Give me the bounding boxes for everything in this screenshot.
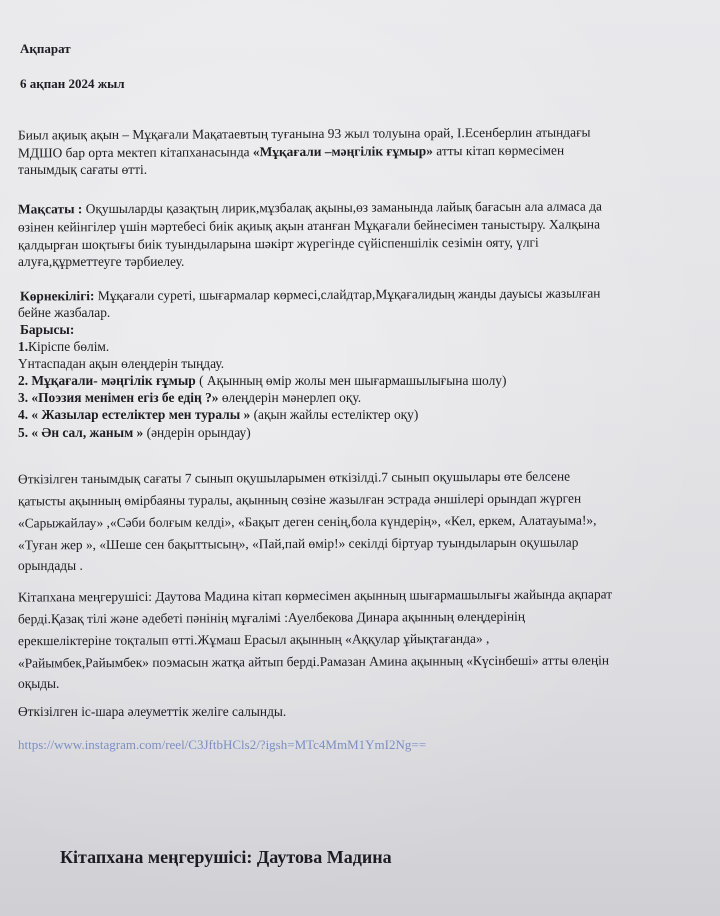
body1-line-3: «Сарыжайлау» ,«Сәби болғым келді», «Бақыт деген сенің,бола күндерің», «Кел, еркем, Алатауыма!»,: [17, 512, 597, 531]
body2-line-4: «Райымбек,Райымбек» поэмасын жатқа айтып берді.Рамазан Амина ақынның «Күсінбеші» атты өлеңін: [17, 652, 610, 671]
process-item-5: [18, 425, 251, 441]
process-item-2-desc: ( Ақынның өмір жолы мен шығармашылығына шолу): [195, 373, 507, 388]
intro-line-2: [18, 143, 564, 162]
body1-line-2: қатысты ақынның өмірбаяны туралы, ақынның сөзіне жазылған эстрада әншілері орындап жүрген: [17, 490, 582, 509]
body2-line-3: ерекшеліктеріне тоқталып өтті.Жұмаш Ерасыл ақынның «Аққулар ұйықтағанда» ,: [17, 630, 490, 649]
process-item-5-title: 5. « Ән сал, жаным »: [18, 425, 144, 440]
process-label: Барысы:: [20, 322, 75, 337]
visual-line-1: [20, 285, 601, 304]
intro-text-1a: Биыл ақиық ақын – Мұқағали Мақатаевтың туғанына 93 жыл толуына орай, І.Есенберлин атындағы: [17, 124, 591, 143]
process-item-3-title: 3. «Поэзия менімен егіз бе едің ?»: [18, 390, 219, 405]
process-item-1: [18, 339, 109, 355]
process-item-4: [18, 407, 418, 423]
goal-text-1: Оқушыларды қазақтың лирик,мұзбалақ ақыны,өз заманында лайық бағасын ала алмаса да: [82, 198, 602, 217]
visual-text-1: Мұқағали суреті, шығармалар көрмесі,слайдтар,Мұқағалидың жанды дауысы жазылған: [94, 285, 601, 304]
intro-text-2c: атты кітап көрмесімен: [432, 142, 565, 159]
process-item-4-desc: (ақын жайлы естеліктер оқу): [250, 407, 419, 422]
goal-label: Мақсаты :: [17, 201, 83, 217]
document-title: Ақпарат: [20, 41, 71, 56]
exhibition-title: «Мұқағали –мәңгілік ғұмыр»: [252, 143, 433, 160]
goal-line-1: [18, 198, 602, 217]
goal-line-2: өзінен кейінгілер үшін мәртебесі биік ақиық ақын атанған Мұқағали бейнесімен таныстыру. Халқына: [17, 216, 601, 235]
process-item-4-title: 4. « Жазылар естеліктер мен туралы »: [18, 407, 251, 422]
process-item-1-num: 1.: [18, 339, 29, 354]
goal-line-3: қалдырған шоқтығы биік туындыларына шәкірт жүрегінде сүйіспеншілік сезімін ояту, үлгі: [17, 234, 539, 253]
body2-line-2: берді.Қазақ тілі және әдебеті пәнінің мұғалімі :Ауелбекова Динара ақынның өлеңдерінің: [17, 608, 526, 627]
intro-text-3a: танымдық сағаты өтті.: [18, 162, 148, 177]
instagram-link[interactable]: https://www.instagram.com/reel/C3JftbHCls2/?igsh=MTc4MmM1YmI2Ng==: [18, 737, 427, 752]
body2-line-5: оқыды.: [18, 676, 60, 691]
process-item-1-text: Кіріспе бөлім.: [28, 339, 110, 354]
document-date: 6 ақпан 2024 жыл: [20, 76, 125, 91]
visual-line-2: бейне жазбалар.: [18, 305, 111, 320]
process-item-1b: Үнтаспадан ақын өлеңдерін тыңдау.: [18, 356, 225, 371]
social-note: Өткізілген іс-шара әлеуметтік желіге салынды.: [18, 704, 287, 719]
process-item-2: [18, 373, 506, 389]
process-item-2-title: 2. Мұқағали- мәңгілік ғұмыр: [18, 373, 196, 388]
intro-text-2a: МДШО бар орта мектеп кітапханасында: [17, 144, 253, 161]
goal-line-4: алуға,құрметтеуге тәрбиелеу.: [18, 254, 185, 269]
process-item-3: [18, 390, 361, 406]
intro-line-3: [18, 162, 147, 178]
body1-line-1: Өткізілген танымдық сағаты 7 сынып оқушыларымен өткізілді.7 сынып оқушылары өте белсене: [17, 468, 571, 487]
intro-line-1: [18, 125, 591, 144]
signature: Кітапхана меңгерушісі: Даутова Мадина: [60, 847, 392, 867]
process-item-5-desc: (әндерін орындау): [143, 425, 251, 440]
body1-line-4: «Туған жер », «Шеше сен бақыттысың», «Пай,пай өмір!» секілді біртуар туындыларын оқушылар: [17, 534, 579, 553]
visual-label: Көрнекілігі:: [19, 288, 95, 304]
body1-line-5: орындады .: [18, 558, 83, 573]
process-item-3-desc: өлеңдерін мәнерлеп оқу.: [218, 390, 362, 405]
body2-line-1: Кітапхана меңгерушісі: Даутова Мадина кітап көрмесімен ақынның шығармашылығы жайында ақпарат: [17, 586, 613, 605]
